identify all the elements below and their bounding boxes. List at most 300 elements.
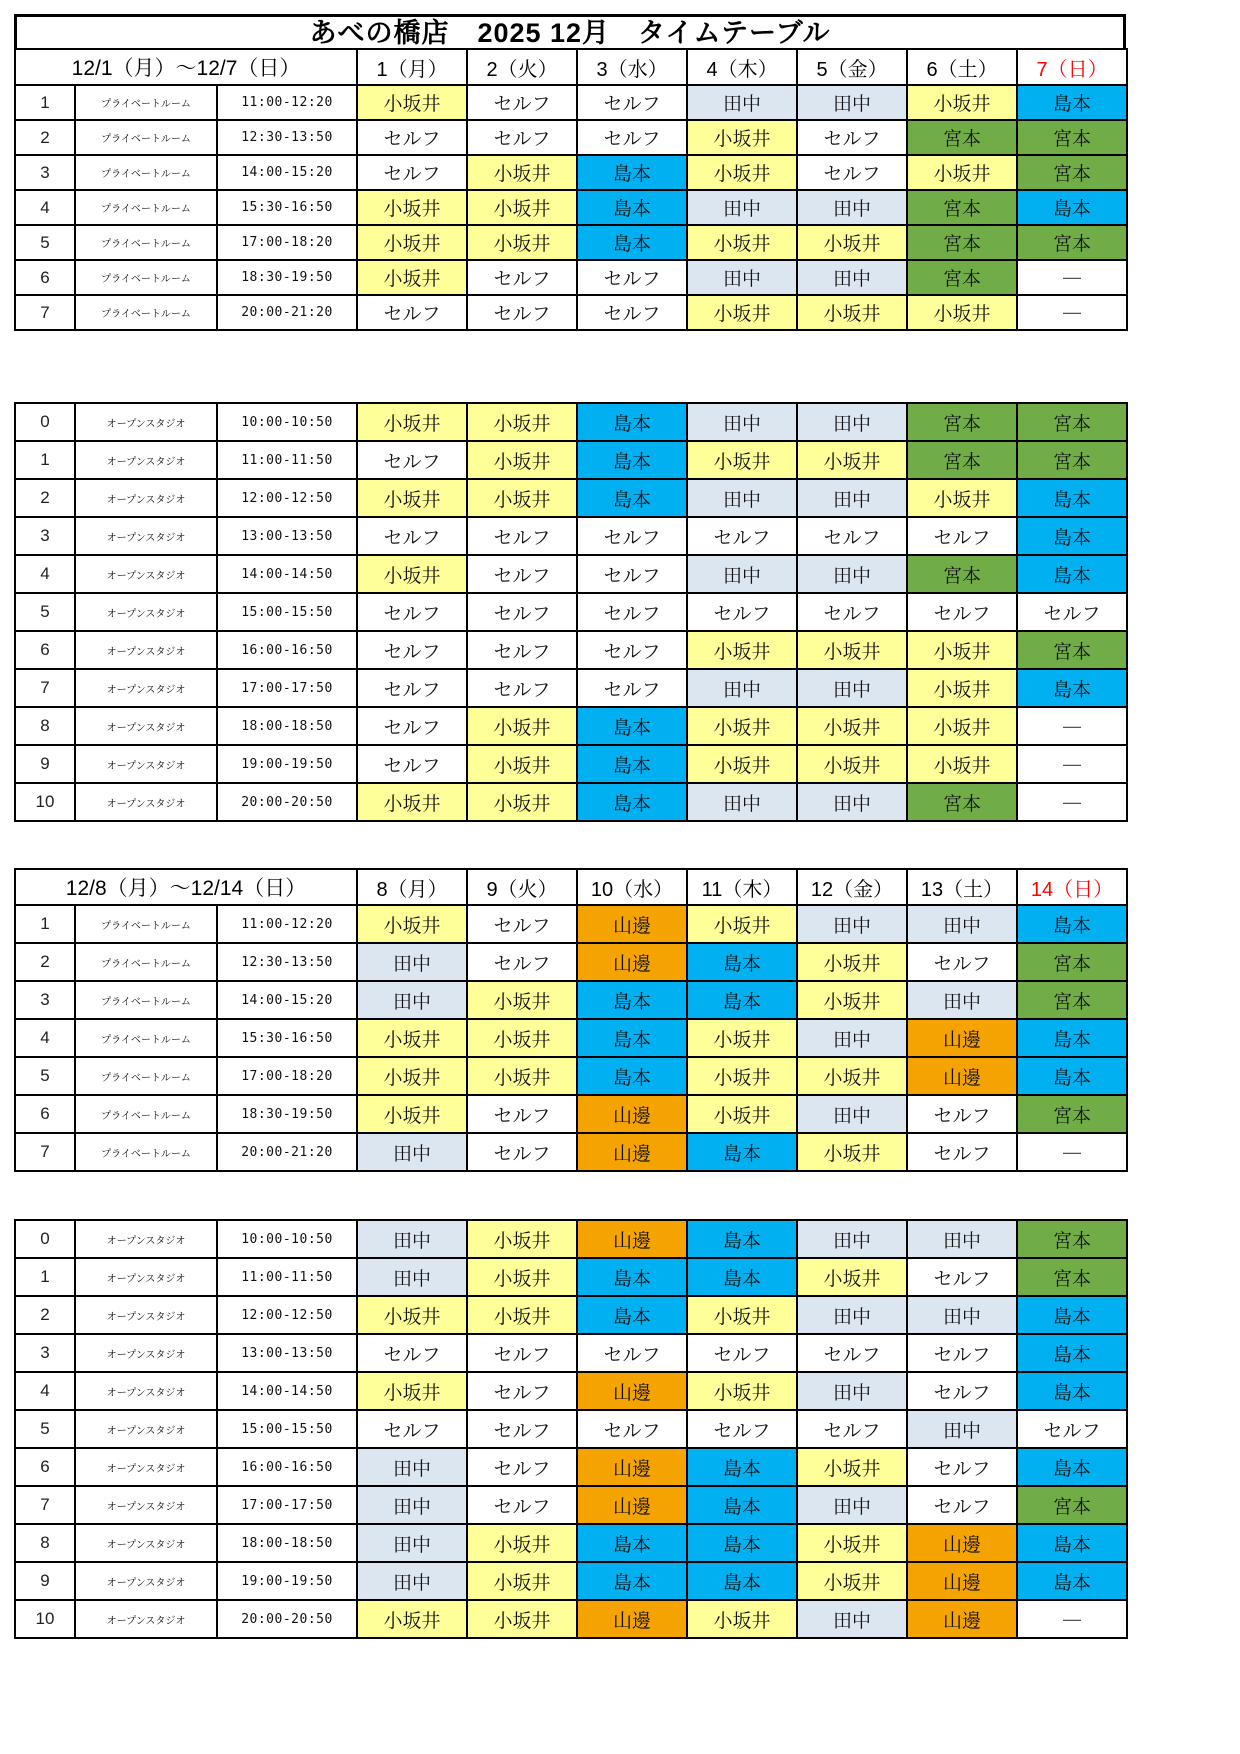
schedule-cell: 小坂井 <box>467 1220 577 1258</box>
schedule-row <box>15 1296 1127 1334</box>
schedule-row <box>15 1258 1127 1296</box>
schedule-cell: 小坂井 <box>797 943 907 981</box>
schedule-cell: 小坂井 <box>357 1600 467 1638</box>
schedule-cell: 島本 <box>1017 1019 1127 1057</box>
room-name-cell: プライベートルーム <box>75 1095 217 1133</box>
schedule-cell: 小坂井 <box>687 225 797 260</box>
schedule-cell: 田中 <box>907 1296 1017 1334</box>
schedule-cell: 山邊 <box>577 1600 687 1638</box>
room-name-cell: オープンスタジオ <box>75 1296 217 1334</box>
schedule-cell: セルフ <box>467 1448 577 1486</box>
schedule-cell: セルフ <box>907 1258 1017 1296</box>
schedule-cell: — <box>1017 707 1127 745</box>
schedule-cell: 山邊 <box>577 905 687 943</box>
schedule-cell: 島本 <box>687 943 797 981</box>
schedule-cell: 小坂井 <box>467 1019 577 1057</box>
room-name-cell: オープンスタジオ <box>75 1410 217 1448</box>
schedule-cell: 島本 <box>577 1296 687 1334</box>
schedule-cell: セルフ <box>577 593 687 631</box>
schedule-row <box>15 1448 1127 1486</box>
schedule-cell: 島本 <box>1017 1448 1127 1486</box>
schedule-cell: セルフ <box>357 120 467 155</box>
room-name-cell: オープンスタジオ <box>75 441 217 479</box>
schedule-cell: 宮本 <box>1017 120 1127 155</box>
schedule-row <box>15 295 1127 330</box>
schedule-cell: セルフ <box>577 631 687 669</box>
schedule-cell: 島本 <box>687 1524 797 1562</box>
schedule-cell: 小坂井 <box>687 1600 797 1638</box>
time-cell: 15:30-16:50 <box>217 190 357 225</box>
schedule-cell: セルフ <box>687 593 797 631</box>
day-header-cell: 12（金） <box>797 869 907 905</box>
schedule-cell: 田中 <box>357 1133 467 1171</box>
page-title: あべの橋店 2025 12月 タイムテーブル <box>14 14 1126 51</box>
room-name-cell: プライベートルーム <box>75 190 217 225</box>
schedule-cell: 田中 <box>797 1486 907 1524</box>
schedule-cell: 小坂井 <box>907 85 1017 120</box>
time-cell: 20:00-20:50 <box>217 783 357 821</box>
schedule-cell: 田中 <box>797 1372 907 1410</box>
schedule-cell: 山邊 <box>577 1372 687 1410</box>
schedule-cell: 小坂井 <box>907 631 1017 669</box>
schedule-row <box>15 1019 1127 1057</box>
schedule-cell: 島本 <box>1017 1524 1127 1562</box>
schedule-cell: 小坂井 <box>797 981 907 1019</box>
row-number-cell: 9 <box>15 1562 75 1600</box>
schedule-cell: 島本 <box>1017 1296 1127 1334</box>
schedule-cell: セルフ <box>797 120 907 155</box>
schedule-cell: 山邊 <box>907 1057 1017 1095</box>
week2-private-room-table <box>14 868 1128 1172</box>
time-cell: 18:00-18:50 <box>217 1524 357 1562</box>
row-number-cell: 7 <box>15 1486 75 1524</box>
schedule-cell: 小坂井 <box>467 155 577 190</box>
schedule-row <box>15 745 1127 783</box>
schedule-row <box>15 943 1127 981</box>
schedule-row <box>15 1334 1127 1372</box>
schedule-cell: 山邊 <box>907 1562 1017 1600</box>
schedule-cell: 宮本 <box>907 441 1017 479</box>
schedule-row <box>15 190 1127 225</box>
schedule-cell: セルフ <box>907 1334 1017 1372</box>
schedule-cell: 宮本 <box>1017 225 1127 260</box>
time-cell: 17:00-18:20 <box>217 1057 357 1095</box>
schedule-cell: — <box>1017 260 1127 295</box>
schedule-cell: 島本 <box>577 981 687 1019</box>
schedule-cell: 田中 <box>907 1220 1017 1258</box>
schedule-cell: 島本 <box>687 981 797 1019</box>
schedule-cell: 田中 <box>357 1524 467 1562</box>
schedule-cell: 小坂井 <box>907 295 1017 330</box>
schedule-cell: セルフ <box>467 593 577 631</box>
time-cell: 10:00-10:50 <box>217 1220 357 1258</box>
schedule-cell: 田中 <box>797 85 907 120</box>
schedule-cell: 山邊 <box>907 1019 1017 1057</box>
schedule-cell: 小坂井 <box>797 295 907 330</box>
schedule-cell: 小坂井 <box>907 745 1017 783</box>
schedule-cell: セルフ <box>467 669 577 707</box>
schedule-cell: 島本 <box>1017 479 1127 517</box>
schedule-cell: 小坂井 <box>687 155 797 190</box>
schedule-cell: 宮本 <box>907 555 1017 593</box>
schedule-cell: 田中 <box>797 555 907 593</box>
schedule-cell: セルフ <box>577 669 687 707</box>
time-cell: 20:00-20:50 <box>217 1600 357 1638</box>
time-cell: 19:00-19:50 <box>217 1562 357 1600</box>
schedule-cell: 小坂井 <box>797 1562 907 1600</box>
day-header-cell: 5（金） <box>797 49 907 85</box>
schedule-cell: 島本 <box>1017 555 1127 593</box>
time-cell: 18:00-18:50 <box>217 707 357 745</box>
schedule-cell: 田中 <box>797 190 907 225</box>
schedule-cell: 島本 <box>1017 1057 1127 1095</box>
time-cell: 10:00-10:50 <box>217 403 357 441</box>
schedule-row <box>15 981 1127 1019</box>
schedule-cell: 小坂井 <box>907 669 1017 707</box>
day-header-cell: 10（水） <box>577 869 687 905</box>
schedule-cell: 田中 <box>687 479 797 517</box>
schedule-cell: 田中 <box>797 260 907 295</box>
schedule-cell: 小坂井 <box>357 1019 467 1057</box>
schedule-row <box>15 403 1127 441</box>
room-name-cell: オープンスタジオ <box>75 517 217 555</box>
schedule-cell: 宮本 <box>1017 1095 1127 1133</box>
schedule-cell: 小坂井 <box>467 1258 577 1296</box>
schedule-cell: 島本 <box>577 707 687 745</box>
schedule-cell: セルフ <box>907 1448 1017 1486</box>
schedule-cell: 小坂井 <box>357 260 467 295</box>
schedule-cell: — <box>1017 1133 1127 1171</box>
week-range-label: 12/1（月）～12/7（日） <box>15 49 357 85</box>
schedule-cell: 小坂井 <box>797 1133 907 1171</box>
schedule-cell: 島本 <box>577 403 687 441</box>
room-name-cell: オープンスタジオ <box>75 631 217 669</box>
schedule-row <box>15 441 1127 479</box>
row-number-cell: 7 <box>15 669 75 707</box>
schedule-cell: 小坂井 <box>687 707 797 745</box>
schedule-cell: 島本 <box>1017 1334 1127 1372</box>
schedule-cell: 島本 <box>577 745 687 783</box>
schedule-cell: 田中 <box>687 669 797 707</box>
time-cell: 19:00-19:50 <box>217 745 357 783</box>
row-number-cell: 0 <box>15 403 75 441</box>
room-name-cell: オープンスタジオ <box>75 1220 217 1258</box>
time-cell: 15:30-16:50 <box>217 1019 357 1057</box>
time-cell: 16:00-16:50 <box>217 631 357 669</box>
schedule-cell: 小坂井 <box>797 631 907 669</box>
schedule-cell: セルフ <box>907 593 1017 631</box>
schedule-cell: 小坂井 <box>467 225 577 260</box>
row-number-cell: 2 <box>15 479 75 517</box>
schedule-cell: セルフ <box>467 260 577 295</box>
schedule-row <box>15 225 1127 260</box>
schedule-cell: セルフ <box>907 517 1017 555</box>
schedule-cell: 島本 <box>577 441 687 479</box>
row-number-cell: 4 <box>15 190 75 225</box>
schedule-cell: 小坂井 <box>687 1095 797 1133</box>
schedule-cell: セルフ <box>467 943 577 981</box>
schedule-row <box>15 1562 1127 1600</box>
schedule-cell: 島本 <box>1017 190 1127 225</box>
schedule-cell: セルフ <box>577 295 687 330</box>
row-number-cell: 0 <box>15 1220 75 1258</box>
schedule-cell: 島本 <box>1017 517 1127 555</box>
schedule-cell: 小坂井 <box>357 555 467 593</box>
schedule-cell: セルフ <box>687 1334 797 1372</box>
time-cell: 18:30-19:50 <box>217 260 357 295</box>
schedule-row <box>15 1372 1127 1410</box>
schedule-cell: セルフ <box>467 295 577 330</box>
schedule-cell: 小坂井 <box>687 1019 797 1057</box>
schedule-row <box>15 783 1127 821</box>
schedule-cell: 宮本 <box>907 403 1017 441</box>
schedule-cell: 小坂井 <box>357 225 467 260</box>
room-name-cell: プライベートルーム <box>75 1019 217 1057</box>
schedule-row <box>15 120 1127 155</box>
schedule-cell: 小坂井 <box>467 1057 577 1095</box>
schedule-cell: 島本 <box>687 1448 797 1486</box>
schedule-cell: 島本 <box>1017 1372 1127 1410</box>
schedule-row <box>15 1410 1127 1448</box>
schedule-cell: 島本 <box>577 783 687 821</box>
schedule-cell: セルフ <box>577 517 687 555</box>
schedule-cell: 宮本 <box>1017 631 1127 669</box>
schedule-cell: 島本 <box>687 1486 797 1524</box>
schedule-cell: 田中 <box>797 1600 907 1638</box>
schedule-cell: 小坂井 <box>797 1258 907 1296</box>
row-number-cell: 5 <box>15 1410 75 1448</box>
time-cell: 14:00-15:20 <box>217 155 357 190</box>
schedule-cell: セルフ <box>577 555 687 593</box>
schedule-cell: 小坂井 <box>357 190 467 225</box>
room-name-cell: プライベートルーム <box>75 905 217 943</box>
row-number-cell: 1 <box>15 85 75 120</box>
schedule-cell: セルフ <box>467 1133 577 1171</box>
schedule-cell: 島本 <box>687 1562 797 1600</box>
schedule-cell: 小坂井 <box>357 1296 467 1334</box>
room-name-cell: オープンスタジオ <box>75 1372 217 1410</box>
day-header-cell: 8（月） <box>357 869 467 905</box>
schedule-cell: 山邊 <box>577 943 687 981</box>
schedule-cell: 田中 <box>687 190 797 225</box>
schedule-cell: 島本 <box>577 225 687 260</box>
schedule-row <box>15 517 1127 555</box>
schedule-cell: 島本 <box>687 1220 797 1258</box>
schedule-cell: 小坂井 <box>357 1095 467 1133</box>
schedule-cell: 田中 <box>797 1220 907 1258</box>
room-name-cell: オープンスタジオ <box>75 1562 217 1600</box>
schedule-cell: 小坂井 <box>907 479 1017 517</box>
schedule-cell: セルフ <box>687 1410 797 1448</box>
schedule-cell: 小坂井 <box>467 441 577 479</box>
schedule-cell: セルフ <box>357 707 467 745</box>
schedule-row <box>15 555 1127 593</box>
schedule-cell: セルフ <box>467 517 577 555</box>
schedule-cell: セルフ <box>467 1334 577 1372</box>
schedule-cell: 宮本 <box>907 190 1017 225</box>
schedule-cell: 小坂井 <box>467 783 577 821</box>
week-range-label: 12/8（月）～12/14（日） <box>15 869 357 905</box>
day-header-cell: 11（木） <box>687 869 797 905</box>
schedule-row <box>15 1095 1127 1133</box>
schedule-cell: 山邊 <box>577 1220 687 1258</box>
room-name-cell: プライベートルーム <box>75 85 217 120</box>
day-header-cell: 1（月） <box>357 49 467 85</box>
schedule-cell: 田中 <box>797 905 907 943</box>
week1-private-body <box>15 49 1127 330</box>
schedule-cell: 小坂井 <box>797 1057 907 1095</box>
schedule-cell: セルフ <box>577 120 687 155</box>
schedule-cell: 小坂井 <box>687 1296 797 1334</box>
row-number-cell: 2 <box>15 943 75 981</box>
schedule-cell: 小坂井 <box>467 479 577 517</box>
schedule-cell: 宮本 <box>1017 943 1127 981</box>
time-cell: 17:00-17:50 <box>217 1486 357 1524</box>
schedule-cell: 小坂井 <box>467 745 577 783</box>
row-number-cell: 7 <box>15 295 75 330</box>
schedule-cell: セルフ <box>357 295 467 330</box>
schedule-cell: 田中 <box>797 1019 907 1057</box>
schedule-cell: 田中 <box>357 981 467 1019</box>
room-name-cell: オープンスタジオ <box>75 1524 217 1562</box>
week-header-row <box>15 869 1127 905</box>
schedule-cell: セルフ <box>357 155 467 190</box>
week1-private-room-table <box>14 48 1128 331</box>
schedule-cell: 島本 <box>577 479 687 517</box>
time-cell: 14:00-14:50 <box>217 555 357 593</box>
schedule-row <box>15 1600 1127 1638</box>
time-cell: 13:00-13:50 <box>217 517 357 555</box>
row-number-cell: 1 <box>15 1258 75 1296</box>
schedule-cell: 小坂井 <box>357 85 467 120</box>
schedule-cell: 小坂井 <box>357 1057 467 1095</box>
schedule-cell: 宮本 <box>907 120 1017 155</box>
row-number-cell: 3 <box>15 517 75 555</box>
time-cell: 12:00-12:50 <box>217 1296 357 1334</box>
schedule-cell: セルフ <box>467 555 577 593</box>
schedule-cell: 小坂井 <box>907 155 1017 190</box>
row-number-cell: 8 <box>15 707 75 745</box>
day-header-cell: 4（木） <box>687 49 797 85</box>
schedule-cell: 小坂井 <box>357 479 467 517</box>
schedule-row <box>15 85 1127 120</box>
schedule-cell: 小坂井 <box>357 403 467 441</box>
schedule-cell: 島本 <box>1017 85 1127 120</box>
schedule-cell: セルフ <box>357 631 467 669</box>
schedule-cell: セルフ <box>1017 1410 1127 1448</box>
schedule-cell: 小坂井 <box>797 441 907 479</box>
schedule-row <box>15 593 1127 631</box>
time-cell: 11:00-12:20 <box>217 905 357 943</box>
schedule-cell: セルフ <box>357 669 467 707</box>
schedule-cell: 島本 <box>577 1057 687 1095</box>
room-name-cell: オープンスタジオ <box>75 555 217 593</box>
time-cell: 13:00-13:50 <box>217 1334 357 1372</box>
schedule-cell: 小坂井 <box>357 905 467 943</box>
time-cell: 17:00-17:50 <box>217 669 357 707</box>
schedule-cell: 田中 <box>357 1220 467 1258</box>
room-name-cell: オープンスタジオ <box>75 593 217 631</box>
schedule-cell: セルフ <box>797 1410 907 1448</box>
schedule-cell: 山邊 <box>577 1448 687 1486</box>
row-number-cell: 5 <box>15 1057 75 1095</box>
schedule-cell: 田中 <box>797 479 907 517</box>
schedule-cell: 田中 <box>357 1486 467 1524</box>
schedule-cell: 島本 <box>1017 1562 1127 1600</box>
time-cell: 12:30-13:50 <box>217 120 357 155</box>
schedule-row <box>15 631 1127 669</box>
schedule-cell: セルフ <box>797 593 907 631</box>
schedule-cell: 田中 <box>357 1258 467 1296</box>
schedule-cell: 小坂井 <box>357 1372 467 1410</box>
time-cell: 11:00-11:50 <box>217 1258 357 1296</box>
schedule-cell: 小坂井 <box>797 1524 907 1562</box>
schedule-cell: 小坂井 <box>467 981 577 1019</box>
room-name-cell: プライベートルーム <box>75 155 217 190</box>
schedule-cell: 小坂井 <box>797 707 907 745</box>
schedule-cell: セルフ <box>467 85 577 120</box>
row-number-cell: 3 <box>15 155 75 190</box>
row-number-cell: 8 <box>15 1524 75 1562</box>
schedule-cell: 島本 <box>577 1524 687 1562</box>
schedule-cell: セルフ <box>467 905 577 943</box>
row-number-cell: 3 <box>15 981 75 1019</box>
schedule-cell: 宮本 <box>907 260 1017 295</box>
schedule-cell: 島本 <box>577 155 687 190</box>
week2-open-studio-table <box>14 1219 1128 1639</box>
room-name-cell: プライベートルーム <box>75 120 217 155</box>
schedule-cell: 宮本 <box>1017 155 1127 190</box>
day-header-cell: 13（土） <box>907 869 1017 905</box>
schedule-row <box>15 1220 1127 1258</box>
schedule-cell: セルフ <box>687 517 797 555</box>
schedule-cell: 小坂井 <box>467 1296 577 1334</box>
time-cell: 11:00-11:50 <box>217 441 357 479</box>
room-name-cell: プライベートルーム <box>75 1133 217 1171</box>
schedule-cell: セルフ <box>467 631 577 669</box>
time-cell: 20:00-21:20 <box>217 295 357 330</box>
schedule-row <box>15 1133 1127 1171</box>
schedule-cell: セルフ <box>577 260 687 295</box>
schedule-cell: 島本 <box>577 190 687 225</box>
schedule-cell: 田中 <box>797 403 907 441</box>
schedule-cell: セルフ <box>1017 593 1127 631</box>
room-name-cell: オープンスタジオ <box>75 707 217 745</box>
schedule-row <box>15 707 1127 745</box>
schedule-cell: セルフ <box>577 1410 687 1448</box>
room-name-cell: オープンスタジオ <box>75 1600 217 1638</box>
week2-open-body <box>15 1220 1127 1638</box>
room-name-cell: オープンスタジオ <box>75 1258 217 1296</box>
schedule-row <box>15 1524 1127 1562</box>
row-number-cell: 7 <box>15 1133 75 1171</box>
schedule-cell: セルフ <box>797 1334 907 1372</box>
schedule-cell: 田中 <box>907 1410 1017 1448</box>
schedule-cell: セルフ <box>357 745 467 783</box>
schedule-cell: 小坂井 <box>687 631 797 669</box>
day-header-cell: 14（日） <box>1017 869 1127 905</box>
schedule-cell: 小坂井 <box>467 1600 577 1638</box>
schedule-cell: 小坂井 <box>797 745 907 783</box>
schedule-cell: 田中 <box>797 1296 907 1334</box>
week1-open-body <box>15 403 1127 821</box>
row-number-cell: 6 <box>15 260 75 295</box>
schedule-cell: 田中 <box>797 669 907 707</box>
schedule-cell: セルフ <box>907 1486 1017 1524</box>
schedule-cell: 小坂井 <box>907 707 1017 745</box>
day-header-cell: 2（火） <box>467 49 577 85</box>
week2-private-body <box>15 869 1127 1171</box>
